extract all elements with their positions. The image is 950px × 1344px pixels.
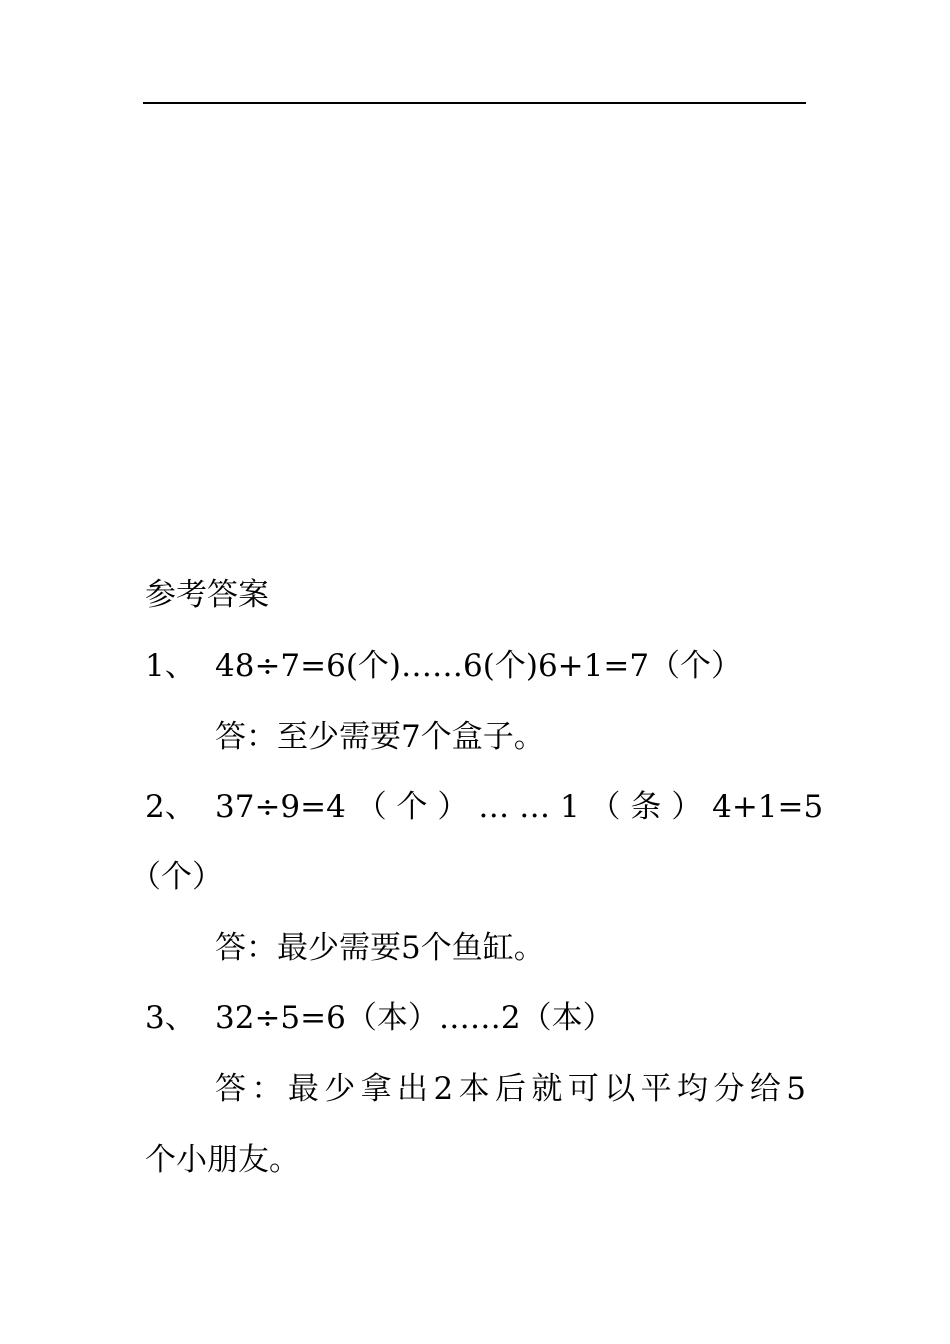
answer-3-text-line-2: 个小朋友。: [145, 1142, 300, 1178]
answer-3-text-line-1: 答：最少拿出2本后就可以平均分给5: [215, 1071, 806, 1107]
answer-1-number: 1、: [145, 648, 196, 684]
answer-2-calc-line-1: 37÷9=4 （ 个 ） … … 1 （ 条 ） 4+1=5: [215, 789, 824, 825]
answer-2-number: 2、: [145, 789, 196, 825]
answer-3-number: 3、: [145, 1000, 196, 1036]
answer-heading: 参考答案: [145, 577, 269, 613]
answer-1-expression: 48÷7=6(个)……6(个)6+1=7（个）: [215, 648, 743, 684]
answer-3-expression: 32÷5=6（本）……2（本）: [215, 1000, 614, 1036]
header-rule: [143, 102, 806, 104]
answer-3-calc: [145, 998, 614, 1038]
answer-2-text: 答：最少需要5个鱼缸。: [215, 930, 545, 966]
answer-1-text: 答：至少需要7个盒子。: [215, 719, 545, 755]
answer-1-calc: [145, 646, 742, 686]
answer-2-calc-line-2: （个）: [130, 859, 223, 895]
